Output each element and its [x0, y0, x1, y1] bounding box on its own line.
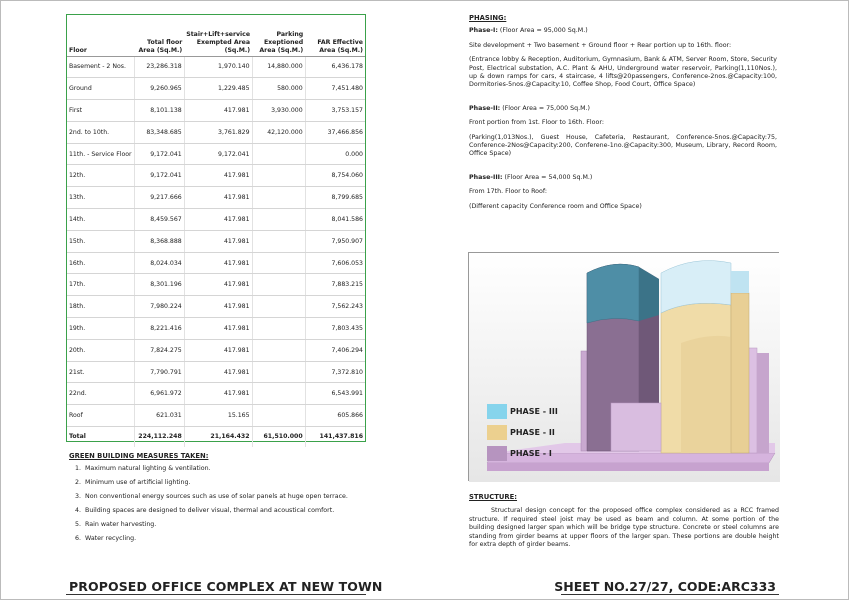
table-cell: 417.981 [184, 274, 252, 296]
phase2-heading [469, 105, 777, 113]
header-far-area: FAR Effective Area (Sq.M.) [305, 15, 365, 56]
table-cell: 19th. [67, 318, 135, 340]
table-cell: 15th. [67, 230, 135, 252]
table-cell: 417.981 [184, 252, 252, 274]
table-cell: 417.981 [184, 339, 252, 361]
table-row [67, 78, 365, 100]
table-row [67, 361, 365, 383]
table-cell: 8,041.586 [305, 209, 365, 231]
table-cell: 17th. [67, 274, 135, 296]
list-item: 2. Minimum use of artificial lighting. [83, 479, 369, 487]
table-cell: 7,883.215 [305, 274, 365, 296]
table-row [67, 209, 365, 231]
table-cell: 21st. [67, 361, 135, 383]
sheet-title: PROPOSED OFFICE COMPLEX AT NEW TOWN [69, 579, 383, 594]
table-cell [252, 165, 305, 187]
phase-legend [487, 401, 558, 464]
table-cell: 8,024.034 [135, 252, 185, 274]
table-cell: 6,436.178 [305, 56, 365, 78]
list-item: 4. Building spaces are designed to deliver visual, thermal and acoustical comfort. [83, 507, 369, 515]
table-cell: Total [67, 427, 135, 447]
table-row [67, 318, 365, 340]
legend-item-phase-2 [487, 422, 558, 442]
structure-text: Structural design concept for the proposed office complex considered as a RCC framed structure. If required steel joist may be used as beam and column. At some portion of the building designed larger span which will be bridge type structure. Concrete or steel columns are standing from girder beams at upper floors of the larger span. These portions are double height for extra depth of girder beams. [469, 507, 779, 549]
table-row [67, 187, 365, 209]
table-cell: 7,562.243 [305, 296, 365, 318]
phasing-title: PHASING: [469, 14, 507, 22]
table-cell: 3,753.157 [305, 100, 365, 122]
header-parking-area: Parking Exeptioned Area (Sq.M.) [252, 15, 305, 56]
phase1-area: (Floor Area = 95,000 Sq.M.) [499, 27, 588, 35]
table-cell: 417.981 [184, 187, 252, 209]
phase2-detail: (Parking(1,013Nos.), Guest House, Cafeteria, Restaurant, Conference-5nos.@Capacity:75, Conference-2Nos@Capacity:200, Conferene-1no.@Capacity:300, Museum, Library, Record Room, Office Space) [469, 133, 777, 158]
table-cell: 7,803.435 [305, 318, 365, 340]
legend-label: PHASE - III [510, 406, 558, 416]
table-cell: 141,437.816 [305, 427, 365, 447]
table-total-row [67, 427, 365, 447]
legend-item-phase-1 [487, 443, 558, 463]
table-cell: 224,112.248 [135, 427, 185, 447]
table-row [67, 100, 365, 122]
sheet-code: SHEET NO.27/27, CODE:ARC333 [554, 579, 776, 594]
divider [66, 594, 366, 595]
table-row [67, 383, 365, 405]
table-cell: 13th. [67, 187, 135, 209]
legend-label: PHASE - II [510, 427, 555, 437]
area-table-body [67, 56, 365, 447]
table-cell [252, 143, 305, 165]
list-item: 6. Water recycling. [83, 535, 369, 543]
list-item: 5. Rain water harvesting. [83, 521, 369, 529]
table-cell: 7,606.053 [305, 252, 365, 274]
table-cell: 20th. [67, 339, 135, 361]
table-cell: Basement - 2 Nos. [67, 56, 135, 78]
table-cell: 8,368.888 [135, 230, 185, 252]
table-cell [252, 252, 305, 274]
table-cell: 417.981 [184, 361, 252, 383]
table-cell: 605.866 [305, 405, 365, 427]
table-cell [252, 405, 305, 427]
table-cell: Roof [67, 405, 135, 427]
table-cell: 8,221.416 [135, 318, 185, 340]
table-cell: 9,260.965 [135, 78, 185, 100]
table-cell: 15.165 [184, 405, 252, 427]
legend-item-phase-3 [487, 401, 558, 421]
table-cell: 9,172.041 [135, 143, 185, 165]
phase1-detail: (Entrance lobby & Reception, Auditorium, Gymnasium, Bank & ATM, Server Room, Store, Security Post, Electrical substation, A.C. Plant & AHU, Underground water reservoir, Parking(1,110Nos.), up & down ramps for cars, 4 staircase, 4 lifts@20passengers, Conference-2nos.@Capacity:100, Dormitories-5nos.@Capacity:10, Coffee Shop, Food Court, Office Space) [469, 56, 777, 89]
legend-swatch-phase-3 [487, 404, 507, 419]
phase3-label: Phase-III: [469, 173, 503, 181]
table-cell: 7,406.294 [305, 339, 365, 361]
table-cell: 417.981 [184, 383, 252, 405]
table-cell [252, 318, 305, 340]
phase1-heading [469, 27, 777, 35]
table-cell [252, 296, 305, 318]
phase2-area: (Floor Area = 75,000 Sq.M.) [502, 104, 591, 112]
table-cell: 621.031 [135, 405, 185, 427]
header-exempted-area: Stair+Lift+service Exempted Area (Sq.M.) [184, 15, 252, 56]
table-row [67, 56, 365, 78]
table-cell: 0.000 [305, 143, 365, 165]
table-row [67, 296, 365, 318]
table-row [67, 230, 365, 252]
table-cell: 8,799.685 [305, 187, 365, 209]
table-row [67, 274, 365, 296]
green-building-list [69, 465, 369, 543]
phase3-detail: (Different capacity Conference room and Office Space) [469, 202, 642, 210]
table-cell [252, 230, 305, 252]
phase1-label: Phase-I: [469, 27, 498, 35]
table-cell: 8,301.196 [135, 274, 185, 296]
phase1-scope: Site development + Two basement + Ground floor + Rear portion up to 16th. floor: [469, 41, 732, 49]
table-cell: 6,543.991 [305, 383, 365, 405]
phasing-section [469, 14, 777, 217]
list-item: 1. Maximum natural lighting & ventilation. [83, 465, 369, 473]
table-cell [252, 383, 305, 405]
table-cell: 8,459.567 [135, 209, 185, 231]
area-table [67, 15, 365, 447]
table-cell: 6,961.972 [135, 383, 185, 405]
table-cell [252, 361, 305, 383]
table-row [67, 405, 365, 427]
phase3-scope: From 17th. Floor to Roof: [469, 188, 547, 196]
table-cell: 7,372.810 [305, 361, 365, 383]
phase2-label: Phase-II: [469, 104, 501, 112]
table-cell: 7,950.907 [305, 230, 365, 252]
table-cell: 3,930.000 [252, 100, 305, 122]
phase2-scope: Front portion from 1st. Floor to 16th. Floor: [469, 119, 604, 127]
table-cell: 23,286.318 [135, 56, 185, 78]
table-header-row [67, 15, 365, 56]
table-row [67, 339, 365, 361]
table-cell: 9,217.666 [135, 187, 185, 209]
structure-section [469, 493, 779, 549]
table-cell: 14th. [67, 209, 135, 231]
table-row [67, 121, 365, 143]
table-cell: 417.981 [184, 230, 252, 252]
list-item: 3. Non conventional energy sources such as use of solar panels at huge open terrace. [83, 493, 369, 501]
table-cell: 417.981 [184, 296, 252, 318]
table-cell: 12th. [67, 165, 135, 187]
table-cell: 22nd. [67, 383, 135, 405]
phase3-heading [469, 174, 777, 182]
table-row [67, 165, 365, 187]
table-cell: 9,172.041 [135, 165, 185, 187]
table-cell [252, 187, 305, 209]
table-cell: 7,790.791 [135, 361, 185, 383]
phase3-area: (Floor Area = 54,000 Sq.M.) [504, 173, 593, 181]
table-row [67, 252, 365, 274]
table-cell: 8,754.060 [305, 165, 365, 187]
table-cell: 21,164.432 [184, 427, 252, 447]
table-cell [252, 209, 305, 231]
table-cell: 2nd. to 10th. [67, 121, 135, 143]
header-total-area: Total floor Area (Sq.M.) [135, 15, 185, 56]
table-cell: 14,880.000 [252, 56, 305, 78]
table-cell: 11th. - Service Floor [67, 143, 135, 165]
phasing-3d-diagram [468, 252, 779, 481]
table-cell: 83,348.685 [135, 121, 185, 143]
area-table-frame [66, 14, 366, 442]
table-cell: 417.981 [184, 100, 252, 122]
table-cell: 18th. [67, 296, 135, 318]
table-row [67, 143, 365, 165]
table-cell: 61,510.000 [252, 427, 305, 447]
header-floor: Floor [67, 15, 135, 56]
table-cell [252, 274, 305, 296]
legend-swatch-phase-1 [487, 446, 507, 461]
table-cell: 9,172.041 [184, 143, 252, 165]
legend-label: PHASE - I [510, 448, 552, 458]
table-cell [252, 339, 305, 361]
structure-title: STRUCTURE: [469, 493, 518, 501]
table-cell: 16th. [67, 252, 135, 274]
green-building-title: GREEN BUILDING MEASURES TAKEN: [69, 452, 209, 460]
table-cell: 1,970.140 [184, 56, 252, 78]
table-cell: 3,761.829 [184, 121, 252, 143]
table-cell: 42,120.000 [252, 121, 305, 143]
table-cell: Ground [67, 78, 135, 100]
table-cell: 8,101.138 [135, 100, 185, 122]
table-cell: 580.000 [252, 78, 305, 100]
divider [561, 594, 779, 595]
legend-swatch-phase-2 [487, 425, 507, 440]
table-cell: 7,980.224 [135, 296, 185, 318]
table-cell: 417.981 [184, 318, 252, 340]
table-cell: First [67, 100, 135, 122]
table-cell: 1,229.485 [184, 78, 252, 100]
table-cell: 7,824.275 [135, 339, 185, 361]
table-cell: 37,466.856 [305, 121, 365, 143]
table-cell: 417.981 [184, 209, 252, 231]
green-building-section [69, 452, 369, 549]
table-cell: 7,451.480 [305, 78, 365, 100]
table-cell: 417.981 [184, 165, 252, 187]
